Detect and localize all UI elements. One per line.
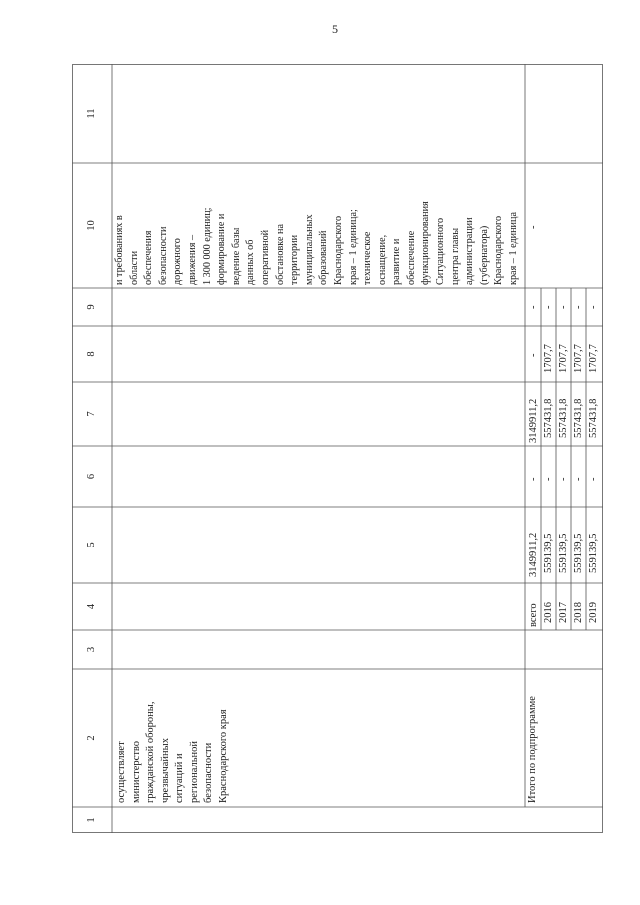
summary-c7: 3149911,2 (528, 398, 539, 443)
summary-c6: - (573, 477, 584, 481)
summary-c6: - (588, 477, 599, 481)
summary-c7: 557431,8 (573, 398, 584, 438)
col-header-1: 1 (86, 817, 97, 823)
summary-c8: 1707,7 (588, 344, 599, 373)
page-number: 5 (332, 22, 338, 36)
summary-c7: 557431,8 (558, 398, 569, 438)
summary-c9: - (588, 305, 599, 309)
summary-c5: 559139,5 (543, 533, 554, 573)
col-header-6: 6 (86, 473, 97, 480)
summary-c6: - (528, 477, 539, 481)
summary-c8: 1707,7 (543, 344, 554, 373)
col-header-5: 5 (86, 542, 97, 548)
summary-year: всего (528, 603, 539, 627)
results-text: и требованиях в области обеспечения безопасности дорожного движения – 1 300 000 единиц; формирование и ведение базы данных об оперативной обстановке на территории муниципальных образований Краснодарского края – 1 единица; техническое оснащение, развитие и обеспечение функционирования Ситуационного центра главы администрации (губернатора) Краснодарского края – 1 единица (114, 201, 520, 285)
summary-year: 2016 (543, 602, 554, 623)
col-header-7: 7 (86, 411, 97, 417)
summary-c5: 559139,5 (588, 533, 599, 573)
summary-c8: 1707,7 (573, 344, 584, 373)
summary-c9: - (543, 305, 554, 309)
col-header-10: 10 (86, 220, 97, 231)
summary-c7: 557431,8 (543, 398, 554, 438)
summary-c10: - (528, 225, 539, 229)
summary-year: 2018 (573, 602, 584, 623)
summary-c9: - (528, 305, 539, 309)
summary-c9: - (573, 305, 584, 309)
summary-c9: - (558, 305, 569, 309)
col-header-9: 9 (86, 304, 97, 310)
summary-c6: - (543, 477, 554, 481)
summary-year: 2019 (588, 602, 599, 623)
col-header-11: 11 (86, 108, 97, 119)
col-header-2: 2 (86, 735, 97, 741)
col-header-4: 4 (86, 603, 97, 610)
summary-c6: - (558, 477, 569, 481)
summary-c7: 557431,8 (588, 398, 599, 438)
summary-label: Итого по подпрограмме (527, 696, 538, 803)
col-header-3: 3 (86, 646, 97, 653)
summary-c5: 3149911,2 (528, 532, 539, 577)
summary-c8: - (528, 353, 539, 357)
executor-text: осуществляет министерство гражданской обороны, чрезвычайных ситуаций и региональной безопасности Краснодарского края (116, 701, 229, 803)
summary-year: 2017 (558, 602, 569, 623)
summary-c8: 1707,7 (558, 344, 569, 373)
summary-c5: 559139,5 (558, 533, 569, 573)
rotated-table (72, 64, 603, 833)
summary-c5: 559139,5 (573, 533, 584, 573)
col-header-8: 8 (86, 351, 97, 357)
